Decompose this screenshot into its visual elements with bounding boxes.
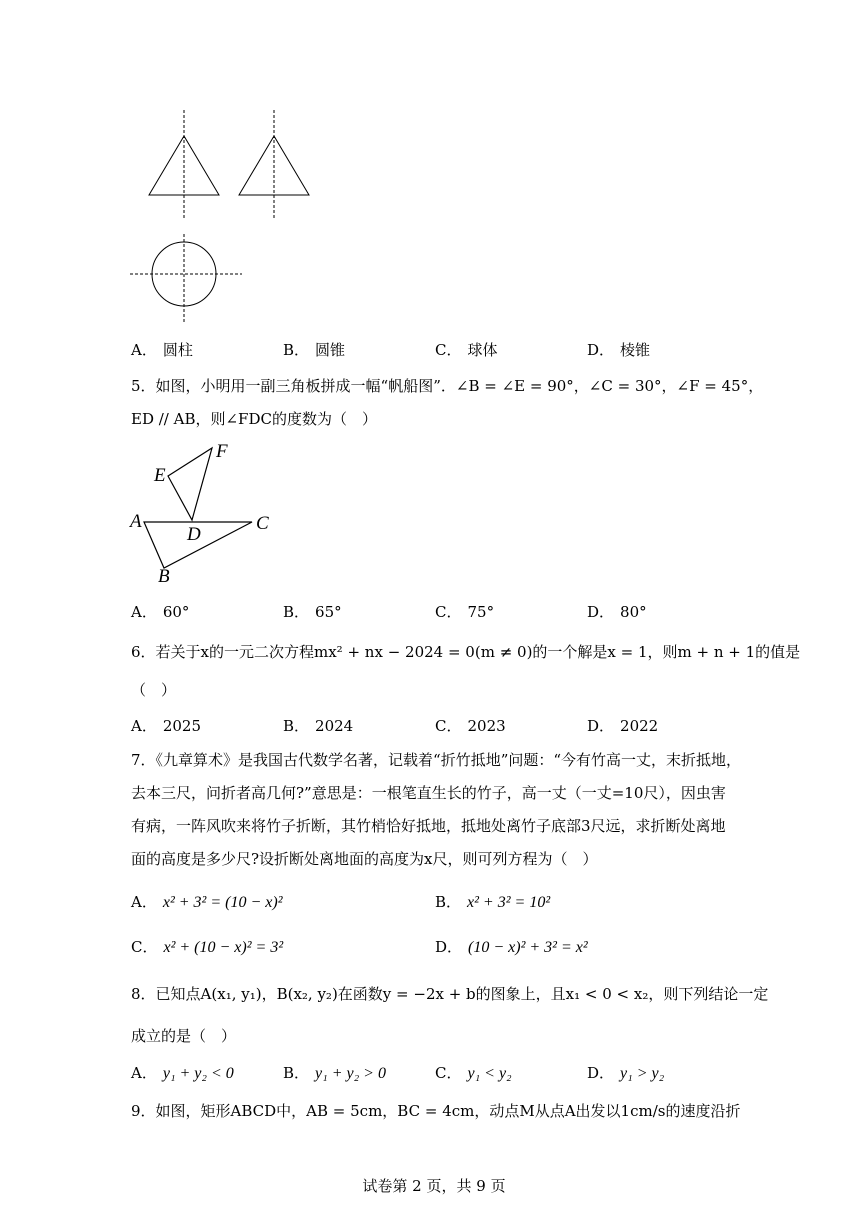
q9-stem-line-1: 9．如图，矩形ABCD中，AB = 5cm，BC = 4cm，动点M从点A出发以1cm/s的速度沿折 [131, 1102, 741, 1120]
q5-option-d[interactable]: D． 80° [587, 603, 647, 621]
q7-option-d[interactable]: D． (10 − x)² + 3² = x² [435, 938, 588, 956]
side-view-triangle [239, 110, 309, 220]
sailboat-figure [128, 436, 278, 586]
q7-stem-line-2: 去本三尺，问折者高几何?”意思是：一根笔直生长的竹子，高一丈（一丈=10尺），因虫害 [131, 784, 726, 802]
q4-option-c[interactable]: C． 球体 [435, 341, 498, 359]
q8-stem-line-1: 8．已知点A(x₁, y₁)，B(x₂, y₂)在函数y = −2x + b的图象上，且x₁ < 0 < x₂，则下列结论一定 [131, 985, 769, 1003]
q5-option-a[interactable]: A． 60° [131, 603, 190, 621]
label-a: A [130, 511, 142, 532]
q4-option-d[interactable]: D． 棱锥 [587, 341, 651, 359]
q8-option-a[interactable]: A． y₁ + y₂ < 0 [131, 1064, 234, 1082]
q5-stem-line-1: 5．如图，小明用一副三角板拼成一幅“帆船图”．∠B = ∠E = 90°，∠C = 30°，∠F = 45°， [131, 377, 764, 395]
q6-option-a[interactable]: A． 2025 [131, 717, 202, 735]
label-b: B [158, 566, 170, 586]
q8-stem-line-2: 成立的是（ ） [131, 1027, 237, 1045]
top-view-circle [130, 234, 242, 324]
label-e: E [154, 465, 166, 486]
q6-stem-line-1: 6．若关于x的一元二次方程mx² + nx − 2024 = 0(m ≠ 0)的一个解是x = 1，则m + n + 1的值是 [131, 643, 801, 661]
q7-option-a[interactable]: A． x² + 3² = (10 − x)² [131, 893, 283, 911]
label-d: D [187, 524, 201, 545]
q5-option-c[interactable]: C． 75° [435, 603, 495, 621]
front-view-triangle [149, 110, 219, 220]
q5-stem-line-2: ED // AB，则∠FDC的度数为（ ） [131, 410, 377, 428]
q7-stem-line-4: 面的高度是多少尺?设折断处离地面的高度为x尺，则可列方程为（ ） [131, 850, 598, 868]
q6-option-c[interactable]: C． 2023 [435, 717, 506, 735]
q6-stem-line-2: （ ） [131, 681, 177, 699]
q4-option-b[interactable]: B． 圆锥 [283, 341, 346, 359]
q7-stem-line-1: 7．《九章算术》是我国古代数学名著，记载着“折竹抵地”问题：“今有竹高一丈，末折抵地， [131, 751, 742, 769]
q6-option-b[interactable]: B． 2024 [283, 717, 354, 735]
q7-stem-line-3: 有病，一阵风吹来将竹子折断，其竹梢恰好抵地，抵地处离竹子底部3尺远，求折断处离地 [131, 817, 726, 835]
q5-option-b[interactable]: B． 65° [283, 603, 342, 621]
three-view-figures [128, 108, 318, 330]
q8-option-d[interactable]: D． y₁ > y₂ [587, 1064, 665, 1082]
q6-option-d[interactable]: D． 2022 [587, 717, 659, 735]
q8-option-b[interactable]: B． y₁ + y₂ > 0 [283, 1064, 386, 1082]
page-footer: 试卷第 2 页，共 9 页 [362, 1177, 506, 1195]
q7-option-c[interactable]: C． x² + (10 − x)² = 3² [131, 938, 284, 956]
q8-option-c[interactable]: C． y₁ < y₂ [435, 1064, 512, 1082]
label-c: C [256, 513, 269, 534]
q7-option-b[interactable]: B． x² + 3² = 10² [435, 893, 551, 911]
q4-option-a[interactable]: A． 圆柱 [131, 341, 193, 359]
label-f: F [216, 441, 228, 462]
